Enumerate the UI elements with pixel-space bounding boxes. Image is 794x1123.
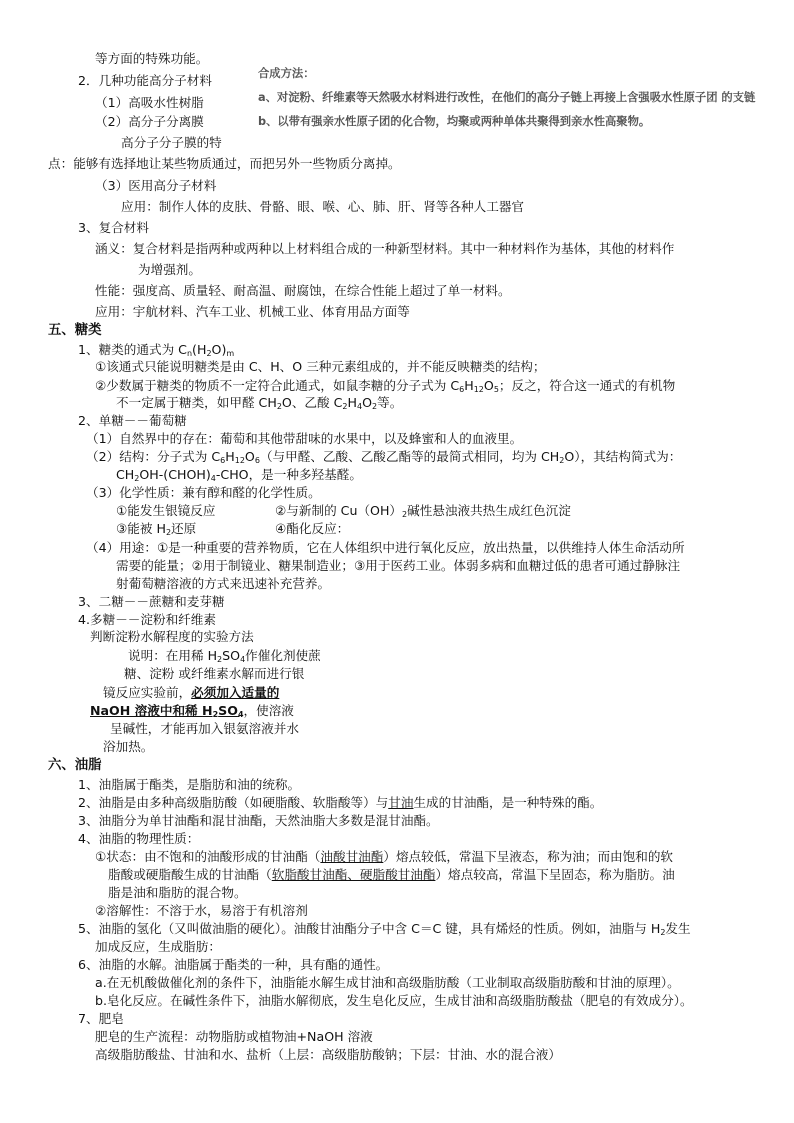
text-line: （1）高吸水性树脂 — [95, 95, 204, 110]
text-line: （4）用途：①是一种重要的营养物质，它在人体组织中进行氧化反应，放出热量，以供维持人体生命活动所 — [86, 540, 685, 555]
text-line: ④酯化反应： — [275, 521, 350, 536]
text-line: 应用：宇航材料、汽车工业、机械工业、体育用品方面等 — [95, 304, 410, 319]
text-line: 应用：制作人体的皮肤、骨骼、眼、喉、心、肺、肝、肾等各种人工器官 — [121, 199, 524, 214]
text-line: 7、肥皂 — [78, 1011, 124, 1026]
text-line: （1）自然界中的存在：葡萄和其他带甜味的水果中，以及蜂蜜和人的血液里。 — [86, 431, 523, 446]
text-line: NaOH 溶液中和稀 $H_2SO_4$，使溶液 — [90, 703, 294, 719]
text-line: 不一定属于糖类，如甲醛 $CH_2O$、乙酸 $C_2H_4O_2$等。 — [116, 395, 403, 411]
text-line: 3、复合材料 — [78, 220, 149, 235]
text-line: 4.多糖－－淀粉和纤维素 — [78, 612, 216, 627]
text-line: 6、油脂的水解。油脂属于酯类的一种，具有酯的通性。 — [78, 957, 389, 972]
text-line: ③能被 $H_2$还原 — [116, 521, 197, 537]
text-line: 涵义：复合材料是指两种或两种以上材料组合成的一种新型材料。其中一种材料作为基体，其他的材料作 — [95, 241, 675, 256]
text-line: 镜反应实验前，必须加入适量的 — [103, 685, 280, 700]
text-line: （3）化学性质：兼有醇和醛的化学性质。 — [86, 485, 321, 500]
text-line: 肥皂的生产流程：动物脂肪或植物油+NaOH 溶液 — [95, 1029, 373, 1044]
text-line: 为增强剂。 — [138, 262, 201, 277]
text-line: 脂是油和脂肪的混合物。 — [108, 885, 247, 900]
text-line: a.在无机酸做催化剂的条件下，油脂能水解生成甘油和高级脂肪酸（工业制取高级脂肪酸和甘油的原理）。 — [95, 975, 680, 990]
section-heading: 五、糖类 — [48, 323, 102, 338]
text-line: 等方面的特殊功能。 — [95, 51, 209, 66]
text-line: 高级脂肪酸盐、甘油和水、盐析（上层：高级脂肪酸钠；下层：甘油、水的混合液） — [95, 1047, 561, 1062]
text-line: 2、单糖－－葡萄糖 — [78, 413, 187, 428]
text-line: 脂酸或硬脂酸生成的甘油酯（软脂酸甘油酯、硬脂酸甘油酯）熔点较高，常温下呈固态，称为脂肪。油 — [108, 867, 675, 882]
text-line: 判断淀粉水解程度的实验方法 — [90, 629, 254, 644]
text-line: 5、油脂的氢化（又叫做油脂的硬化）。油酸甘油酯分子中含 C＝C 键，具有烯烃的性质。例如，油脂与 $H_2$发生 — [78, 921, 691, 937]
text-line: ②溶解性：不溶于水，易溶于有机溶剂 — [95, 903, 308, 918]
section-heading: 六、油脂 — [48, 758, 102, 773]
text-line: 浴加热。 — [103, 739, 154, 754]
text-line: （2）结构：分子式为 $C_6H_{12}O_6$（与甲醛、乙酸、乙酸乙酯等的最简式相同，均为 $CH_2O$），其结构简式为： — [86, 449, 682, 465]
text-line: 3、油脂分为单甘油酯和混甘油酯，天然油脂大多数是混甘油酯。 — [78, 813, 439, 828]
text-line: 高分子分子膜的特 — [121, 135, 222, 150]
text-line: 2、油脂是由多种高级脂肪酸（如硬脂酸、软脂酸等）与甘油生成的甘油酯，是一种特殊的酯。 — [78, 795, 603, 810]
text-line: 3、二糖－－蔗糖和麦芽糖 — [78, 594, 225, 609]
inset-title: 合成方法： — [258, 67, 315, 80]
text-line: ②少数属于糖类的物质不一定符合此通式，如鼠李糖的分子式为 $C_6H_{12}O_5$；反之，符合这一通式的有机物 — [95, 378, 676, 394]
text-line: 4、油脂的物理性质： — [78, 831, 200, 846]
text-line: ②与新制的 $Cu(OH)_2$碱性悬浊液共热生成红色沉淀 — [275, 503, 571, 519]
text-line: 1、糖类的通式为 $C_n(H_2O)_m$ — [78, 342, 235, 358]
text-line: 说明：在用稀 $H_2SO_4$作催化剂使蔗 — [128, 648, 321, 664]
text-line: 需要的能量；②用于制镜业、糖果制造业；③用于医药工业。体弱多病和血糖过低的患者可通过静脉注 — [116, 558, 681, 573]
text-line: （2）高分子分离膜 — [95, 114, 204, 129]
text-line: $CH_2OH-(CHOH)_4$-CHO，是一种多羟基醛。 — [116, 467, 362, 483]
text-line: 糖、淀粉 或纤维素水解而进行银 — [124, 666, 305, 681]
text-line: ①该通式只能说明糖类是由 C、H、O 三种元素组成的，并不能反映糖类的结构； — [95, 359, 546, 374]
inset-method-a: a、对淀粉、纤维素等天然吸水材料进行改性，在他们的高分子链上再接上含强吸水性原子团 的支链 — [258, 91, 756, 104]
text-line: 呈碱性，才能再加入银氨溶液并水 — [110, 721, 299, 736]
text-line: 射葡萄糖溶液的方式来迅速补充营养。 — [116, 576, 331, 591]
text-line: 性能：强度高、质量轻、耐高温、耐腐蚀，在综合性能上超过了单一材料。 — [95, 283, 511, 298]
inset-method-b: b、以带有强亲水性原子团的化合物，均聚或两种单体共聚得到亲水性高聚物。 — [258, 115, 651, 128]
text-line: 2．几种功能高分子材料 — [78, 73, 212, 88]
text-line: 1、油脂属于酯类，是脂肪和油的统称。 — [78, 777, 301, 792]
text-line: b.皂化反应。在碱性条件下，油脂水解彻底，发生皂化反应，生成甘油和高级脂肪酸盐（肥皂的有效成分）。 — [95, 993, 693, 1008]
text-line: （3）医用高分子材料 — [95, 178, 217, 193]
text-line: 点：能够有选择地让某些物质通过，而把另外一些物质分离掉。 — [48, 156, 401, 171]
text-line: ①状态：由不饱和的油酸形成的甘油酯（油酸甘油酯）熔点较低，常温下呈液态，称为油；而由饱和的软 — [95, 849, 674, 864]
text-line: 加成反应，生成脂肪： — [95, 939, 221, 954]
text-line: ①能发生银镜反应 — [116, 503, 216, 518]
